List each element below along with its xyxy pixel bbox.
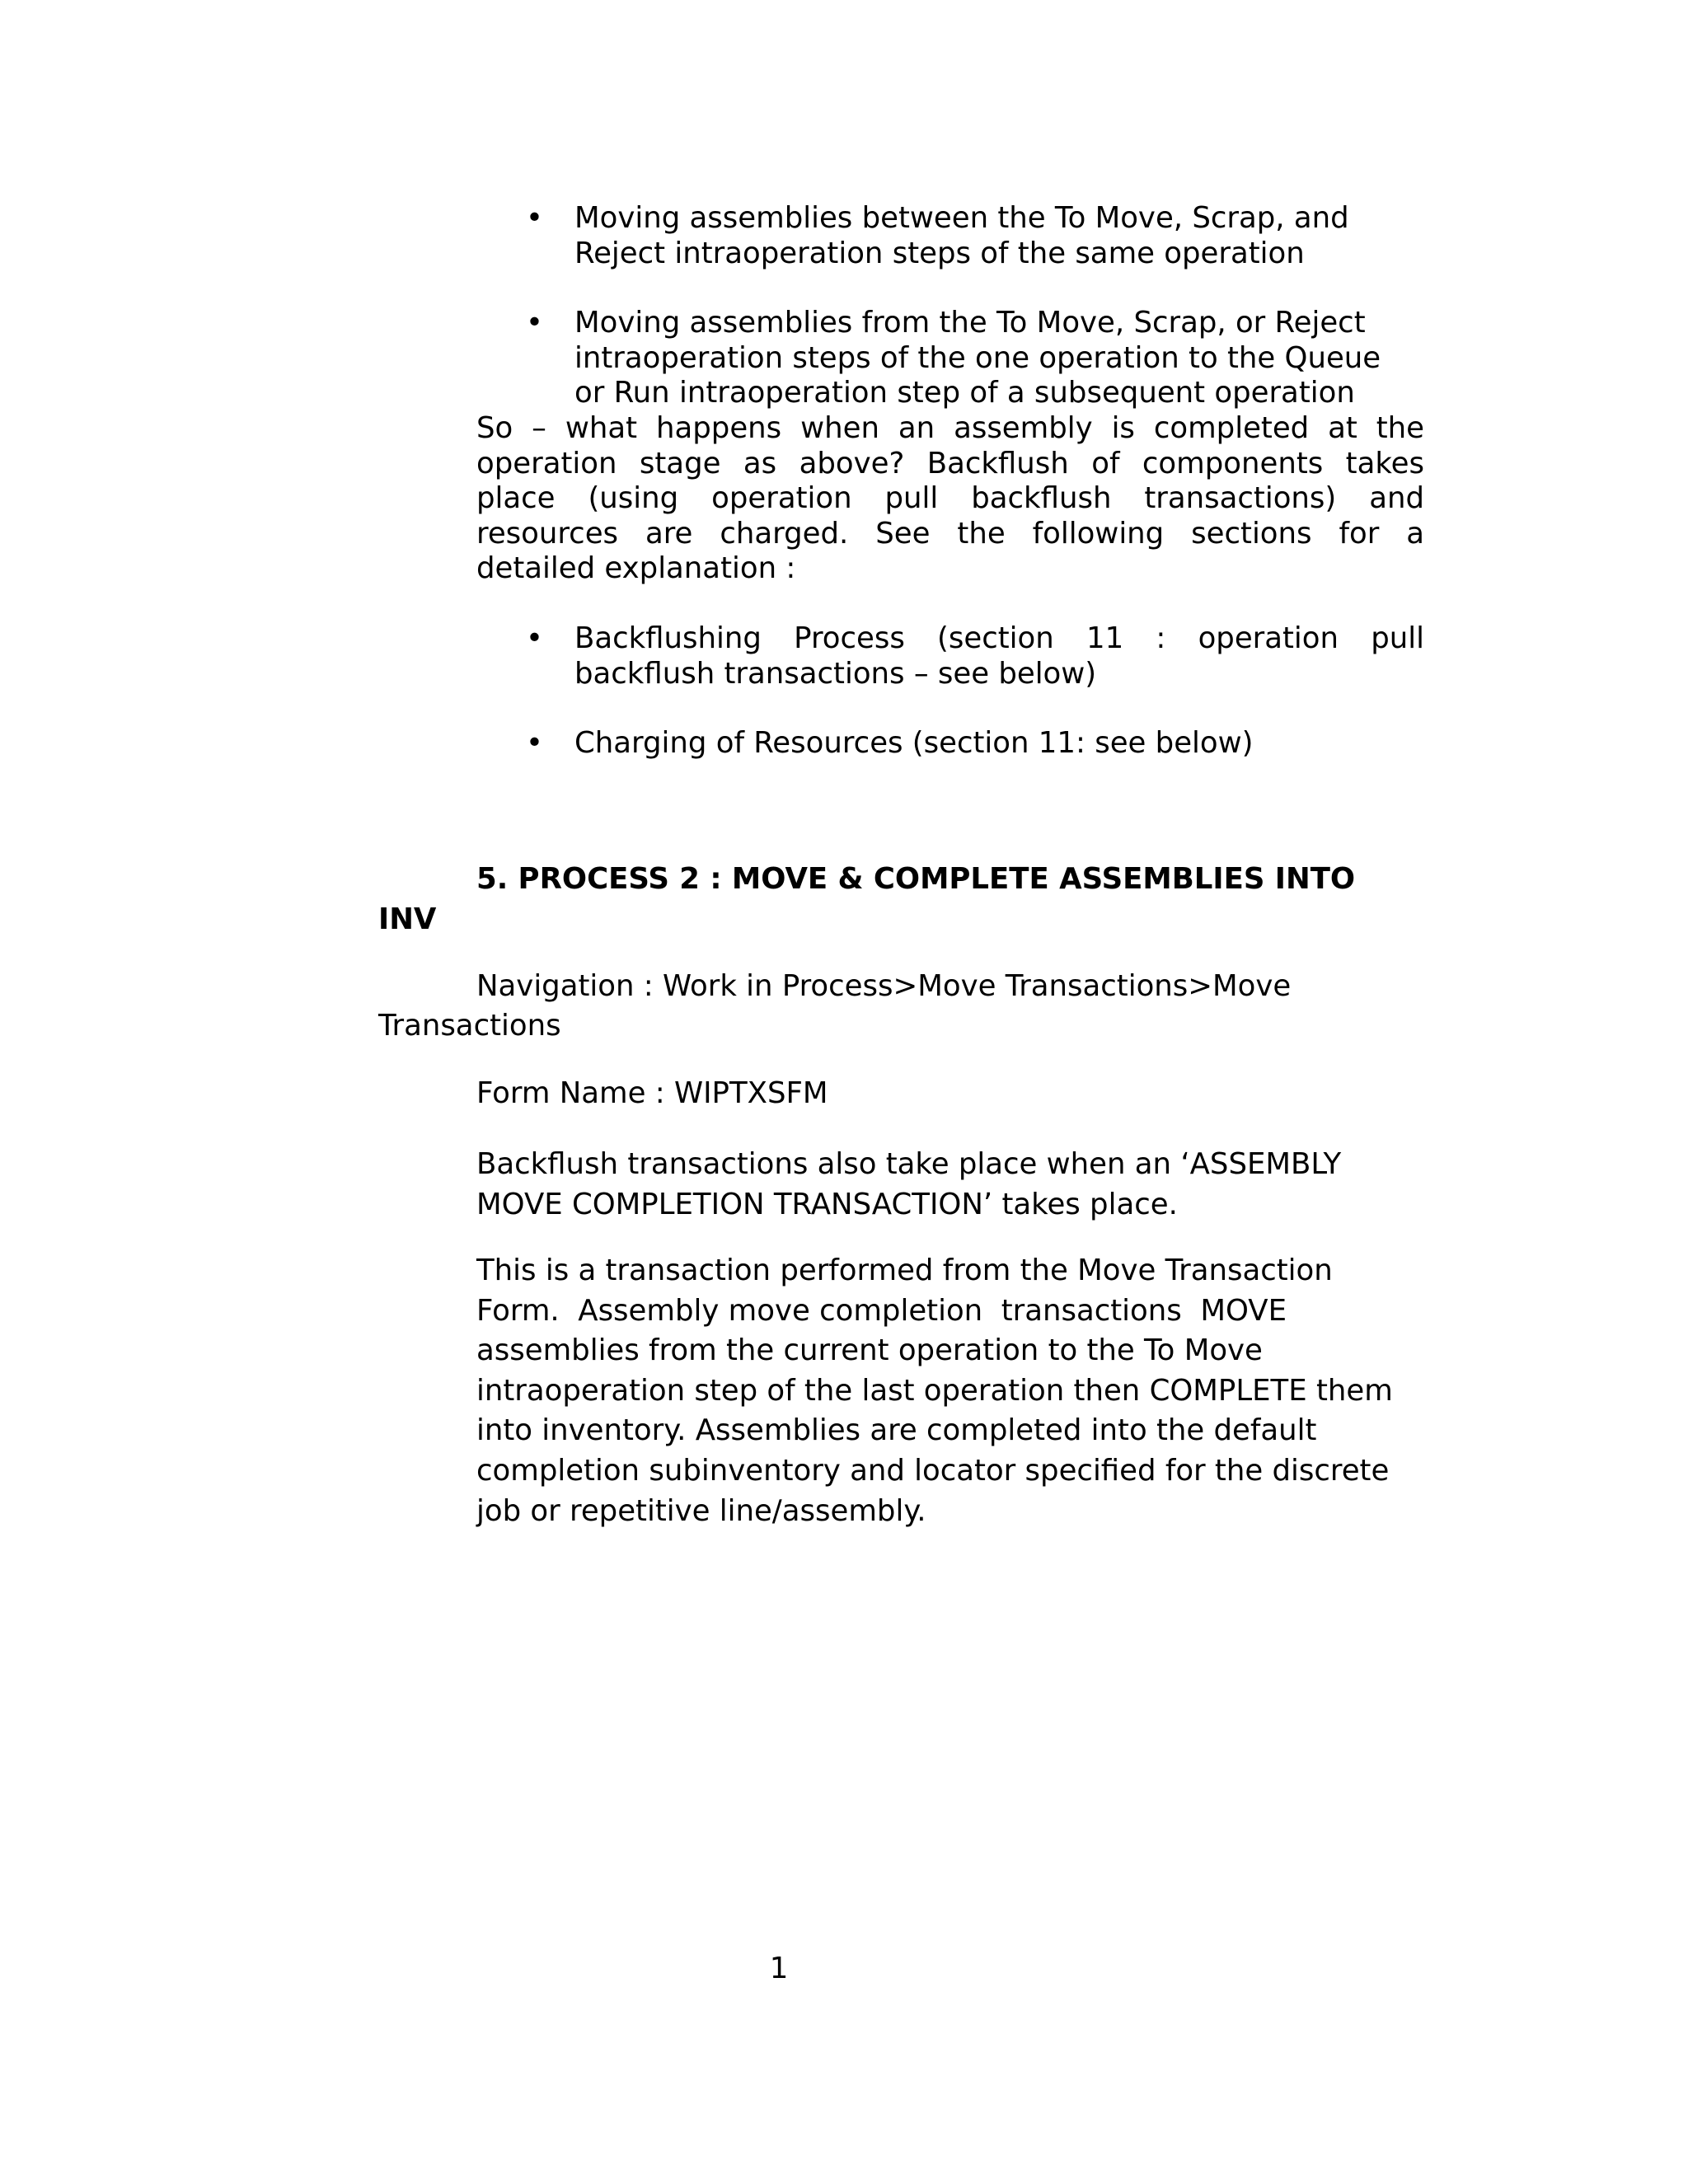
paragraph-line: completion subinventory and locator specified for the discrete [476,1453,1390,1488]
paragraph-line: detailed explanation : [476,551,796,585]
bullet-line: Moving assemblies from the To Move, Scrap, or Reject [574,306,1366,340]
form-name: Form Name : WIPTXSFM [476,1076,828,1110]
bullet-icon: • [526,621,543,655]
paragraph-line: Form. Assembly move completion transactions MOVE [476,1293,1287,1328]
paragraph-backflush [476,1144,1341,1225]
paragraph-line: Backflush transactions also take place when an ‘ASSEMBLY [476,1147,1342,1181]
bullet-line: or Run intraoperation step of a subsequent operation [574,376,1355,410]
section-heading-continuation: INV [378,902,437,936]
bullet-line: Backflushing Process (section 11 : operation pull [574,621,1424,655]
page-number: 1 [769,1952,789,1985]
paragraph-line: into inventory. Assemblies are completed into the default [476,1413,1317,1448]
paragraph-line: place (using operation pull backflush transactions) and [476,481,1424,515]
paragraph-what-happens [476,411,1424,587]
paragraph-transaction [476,1251,1393,1531]
paragraph-line: operation stage as above? Backflush of components takes [476,446,1424,480]
paragraph-line: So – what happens when an assembly is completed at the [476,411,1424,445]
bullet-list-intraoperation [476,201,1424,411]
bullet-line: backflush transactions – see below) [574,656,1097,691]
bullet-line: intraoperation steps of the one operation to the Queue [574,340,1381,375]
paragraph-line: This is a transaction performed from the Move Transaction [476,1254,1333,1287]
bullet-line: Moving assemblies between the To Move, Scrap, and [574,201,1349,235]
paragraph-line: resources are charged. See the following sections for a [476,516,1424,551]
section-heading: 5. PROCESS 2 : MOVE & COMPLETE ASSEMBLIES INTO [476,862,1356,896]
bullet-line: Charging of Resources (section 11: see below) [574,726,1254,760]
navigation-path: Navigation : Work in Process>Move Transactions>Move [476,969,1292,1003]
paragraph-line: assemblies from the current operation to the To Move [476,1333,1263,1368]
navigation-path-continuation: Transactions [378,1009,561,1043]
bullet-icon: • [526,201,543,235]
paragraph-line: job or repetitive line/assembly. [476,1493,926,1528]
bullet-icon: • [526,306,543,340]
bullet-line: Reject intraoperation steps of the same operation [574,236,1305,270]
bullet-item [476,621,1424,691]
bullet-item [476,306,1424,411]
bullet-item [476,201,1424,271]
paragraph-line: MOVE COMPLETION TRANSACTION’ takes place. [476,1188,1178,1221]
paragraph-line: intraoperation step of the last operation then COMPLETE them [476,1373,1393,1408]
bullet-list-sections [476,621,1424,762]
bullet-icon: • [526,726,543,760]
bullet-item [476,726,1424,762]
